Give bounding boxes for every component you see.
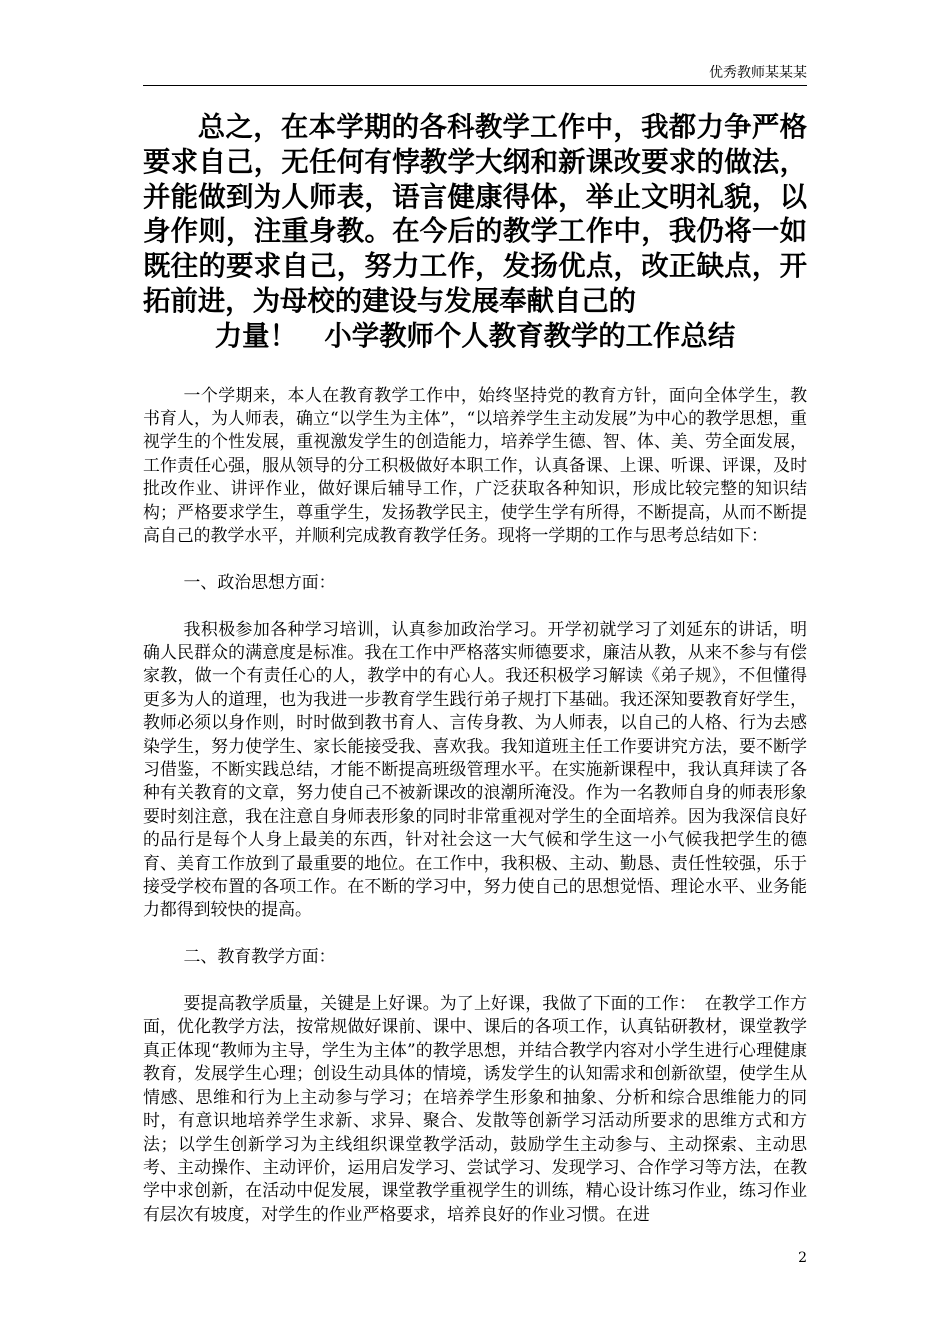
header-divider xyxy=(143,85,807,86)
political-paragraph: 我积极参加各种学习培训，认真参加政治学习。开学初就学习了刘延东的讲话，明确人民群众的满意度是标准。我在工作中严格落实师德要求，廉洁从教，从来不参与有偿家教，做一个有责任心的人，教学中的有心人。我还积极学习解读《弟子规》，不但懂得更多为人的道理，也为我进一步教育学生践行弟子规打下基础。我还深知要教育好学生，教师必须以身作则，时时做到教书育人、言传身教、为人师表，以自己的人格、行为去感染学生，努力使学生、家长能接受我、喜欢我。我知道班主任工作要讲究方法，要不断学习借鉴，不断实践总结，才能不断提高班级管理水平。在实施新课程中，我认真拜读了各种有关教育的文章，努力使自己不被新课改的浪潮所淹没。作为一名教师自身的师表形象要时刻注意，我在注意自身师表形象的同时非常重视对学生的全面培养。因为我深信良好的品行是每个人身上最美的东西，针对社会这一大气候和学生这一小气候我把学生的德育、美育工作放到了最重要的地位。在工作中，我积极、主动、勤恳、责任性较强，乐于接受学校布置的各项工作。在不断的学习中，努力使自己的思想觉悟、理论水平、业务能力都得到较快的提高。 xyxy=(143,618,807,920)
closing-heading-body: 总之，在本学期的各科教学工作中，我都力争严格要求自己，无任何有悖教学大纲和新课改要求的做法，并能做到为人师表，语言健康得体，举止文明礼貌，以身作则，注重身教。在今后的教学工作中，我仍将一如既往的要求自己，努力工作，发扬优点，改正缺点，开拓前进，为母校的建设与发展奉献自己的 xyxy=(143,111,807,317)
teaching-paragraph: 要提高教学质量，关键是上好课。为了上好课，我做了下面的工作： 在教学工作方面，优化教学方法，按常规做好课前、课中、课后的各项工作，认真钻研教材，课堂教学真正体现“教师为主导，学生为主体”的教学思想，并结合教学内容对小学生进行心理健康教育，发展学生心理；创设生动具体的情境，诱发学生的认知需求和创新欲望，使学生从情感、思维和行为上主动参与学习；在培养学生形象和抽象、分析和综合思维能力的同时，有意识地培养学生求新、求异、聚合、发散等创新学习活动所要求的思维方式和方法；以学生创新学习为主线组织课堂教学活动，鼓励学生主动参与、主动探索、主动思考、主动操作、主动评价，运用启发学习、尝试学习、发现学习、合作学习等方法，在教学中求创新，在活动中促发展，课堂教学重视学生的训练，精心设计练习作业，练习作业有层次有坡度，对学生的作业严格要求，培养良好的作业习惯。在进 xyxy=(143,993,807,1224)
body-text xyxy=(143,384,807,1227)
page-content xyxy=(143,110,807,1226)
section-heading-teaching: 二、教育教学方面： xyxy=(183,946,336,967)
running-header: 优秀教师某某某 xyxy=(709,65,807,81)
intro-paragraph: 一个学期来，本人在教育教学工作中，始终坚持党的教育方针，面向全体学生，教书育人，为人师表，确立“以学生为主体”，“以培养学生主动发展”为中心的教学思想，重视学生的个性发展，重视激发学生的创造能力，培养学生德、智、体、美、劳全面发展，工作责任心强，服从领导的分工积极做好本职工作，认真备课、上课、听课、评课，及时批改作业、讲评作业，做好课后辅导工作，广泛获取各种知识，形成比较完整的知识结构；严格要求学生，尊重学生，发扬教学民主，使学生学有所得，不断提高，从而不断提高自己的教学水平，并顺利完成教育教学任务。现将一学期的工作与思考总结如下： xyxy=(143,384,807,546)
closing-heading xyxy=(143,110,807,354)
section-heading-political: 一、政治思想方面： xyxy=(183,571,336,592)
document-title: 力量！ 小学教师个人教育教学的工作总结 xyxy=(214,319,736,352)
page-number: 2 xyxy=(798,1250,807,1266)
